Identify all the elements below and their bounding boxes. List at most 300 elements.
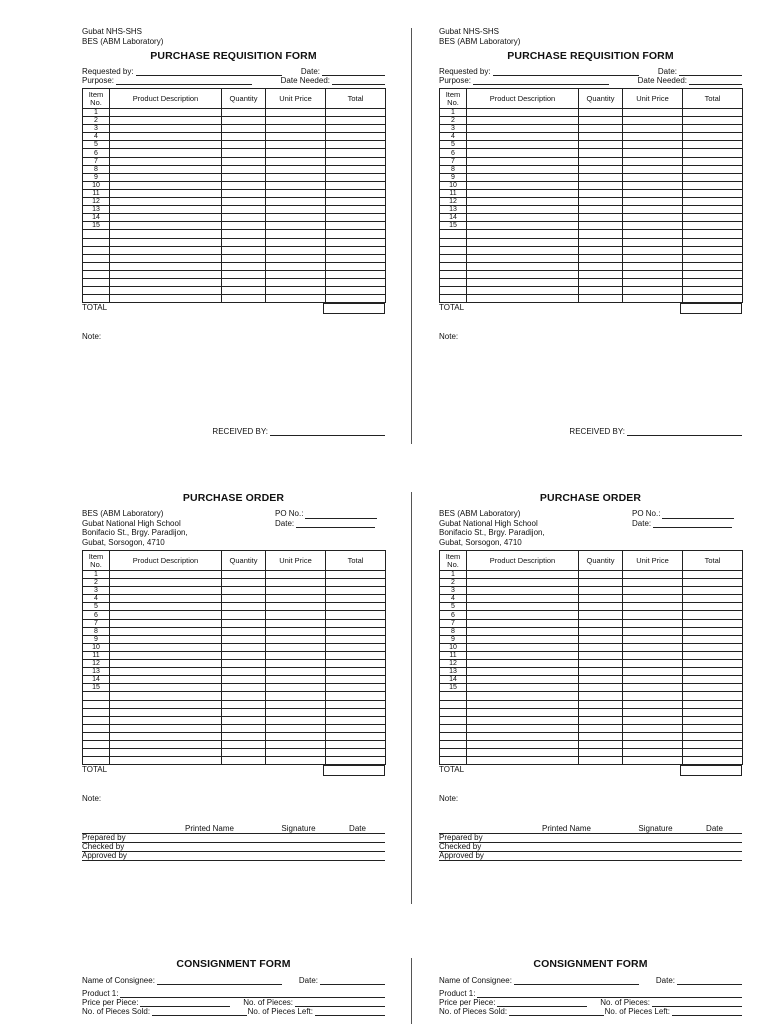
quantity-cell[interactable] xyxy=(222,619,266,627)
received-by-field[interactable] xyxy=(627,428,742,436)
quantity-cell[interactable] xyxy=(579,157,623,165)
description-cell[interactable] xyxy=(110,627,222,635)
total-cell[interactable] xyxy=(326,627,386,635)
description-cell[interactable] xyxy=(110,611,222,619)
total-field[interactable] xyxy=(323,765,385,776)
unit-price-cell[interactable] xyxy=(623,708,683,716)
unit-price-cell[interactable] xyxy=(623,716,683,724)
description-cell[interactable] xyxy=(110,173,222,181)
description-cell[interactable] xyxy=(110,157,222,165)
quantity-cell[interactable] xyxy=(222,133,266,141)
unit-price-cell[interactable] xyxy=(266,141,326,149)
quantity-cell[interactable] xyxy=(579,222,623,230)
unit-price-cell[interactable] xyxy=(623,700,683,708)
unit-price-cell[interactable] xyxy=(623,189,683,197)
unit-price-cell[interactable] xyxy=(623,165,683,173)
unit-price-cell[interactable] xyxy=(266,700,326,708)
description-cell[interactable] xyxy=(110,619,222,627)
po-number-field[interactable] xyxy=(662,511,734,519)
description-cell[interactable] xyxy=(467,684,579,692)
description-cell[interactable] xyxy=(110,587,222,595)
unit-price-cell[interactable] xyxy=(266,692,326,700)
total-cell[interactable] xyxy=(683,668,743,676)
quantity-cell[interactable] xyxy=(222,757,266,765)
quantity-cell[interactable] xyxy=(222,643,266,651)
description-cell[interactable] xyxy=(110,246,222,254)
total-cell[interactable] xyxy=(683,173,743,181)
quantity-cell[interactable] xyxy=(579,117,623,125)
signature-field[interactable] xyxy=(624,843,687,852)
received-by-field[interactable] xyxy=(270,428,385,436)
description-cell[interactable] xyxy=(110,238,222,246)
price-field[interactable] xyxy=(497,999,587,1007)
price-field[interactable] xyxy=(140,999,230,1007)
quantity-cell[interactable] xyxy=(222,278,266,286)
unit-price-cell[interactable] xyxy=(266,157,326,165)
unit-price-cell[interactable] xyxy=(266,716,326,724)
total-cell[interactable] xyxy=(326,595,386,603)
unit-price-cell[interactable] xyxy=(623,587,683,595)
description-cell[interactable] xyxy=(110,684,222,692)
description-cell[interactable] xyxy=(110,579,222,587)
unit-price-cell[interactable] xyxy=(266,651,326,659)
unit-price-cell[interactable] xyxy=(266,732,326,740)
total-cell[interactable] xyxy=(326,740,386,748)
quantity-cell[interactable] xyxy=(222,571,266,579)
unit-price-cell[interactable] xyxy=(266,579,326,587)
unit-price-cell[interactable] xyxy=(623,109,683,117)
total-cell[interactable] xyxy=(683,287,743,295)
quantity-cell[interactable] xyxy=(579,206,623,214)
total-cell[interactable] xyxy=(326,660,386,668)
unit-price-cell[interactable] xyxy=(266,611,326,619)
total-cell[interactable] xyxy=(326,165,386,173)
quantity-cell[interactable] xyxy=(579,270,623,278)
unit-price-cell[interactable] xyxy=(623,230,683,238)
description-cell[interactable] xyxy=(110,222,222,230)
total-cell[interactable] xyxy=(326,262,386,270)
quantity-cell[interactable] xyxy=(579,109,623,117)
quantity-cell[interactable] xyxy=(579,141,623,149)
quantity-cell[interactable] xyxy=(222,749,266,757)
quantity-cell[interactable] xyxy=(222,189,266,197)
quantity-cell[interactable] xyxy=(222,222,266,230)
unit-price-cell[interactable] xyxy=(623,651,683,659)
unit-price-cell[interactable] xyxy=(266,684,326,692)
total-cell[interactable] xyxy=(326,579,386,587)
quantity-cell[interactable] xyxy=(579,587,623,595)
unit-price-cell[interactable] xyxy=(623,270,683,278)
signature-field[interactable] xyxy=(267,834,330,843)
date-field[interactable] xyxy=(320,977,385,985)
total-cell[interactable] xyxy=(683,198,743,206)
total-cell[interactable] xyxy=(683,716,743,724)
signature-field[interactable] xyxy=(624,834,687,843)
quantity-cell[interactable] xyxy=(222,676,266,684)
quantity-cell[interactable] xyxy=(222,732,266,740)
quantity-cell[interactable] xyxy=(222,149,266,157)
total-cell[interactable] xyxy=(683,587,743,595)
printed-name-field[interactable] xyxy=(509,852,624,861)
unit-price-cell[interactable] xyxy=(623,117,683,125)
quantity-cell[interactable] xyxy=(222,262,266,270)
quantity-cell[interactable] xyxy=(579,660,623,668)
consignee-field[interactable] xyxy=(514,977,639,985)
unit-price-cell[interactable] xyxy=(623,238,683,246)
quantity-cell[interactable] xyxy=(579,278,623,286)
unit-price-cell[interactable] xyxy=(623,684,683,692)
description-cell[interactable] xyxy=(110,270,222,278)
total-cell[interactable] xyxy=(326,684,386,692)
unit-price-cell[interactable] xyxy=(623,262,683,270)
total-cell[interactable] xyxy=(683,181,743,189)
description-cell[interactable] xyxy=(467,716,579,724)
description-cell[interactable] xyxy=(110,676,222,684)
description-cell[interactable] xyxy=(467,173,579,181)
total-cell[interactable] xyxy=(683,643,743,651)
unit-price-cell[interactable] xyxy=(623,724,683,732)
sig-date-field[interactable] xyxy=(330,843,385,852)
total-cell[interactable] xyxy=(683,254,743,262)
description-cell[interactable] xyxy=(467,149,579,157)
unit-price-cell[interactable] xyxy=(266,668,326,676)
total-cell[interactable] xyxy=(326,230,386,238)
date-needed-field[interactable] xyxy=(332,77,385,85)
description-cell[interactable] xyxy=(110,660,222,668)
unit-price-cell[interactable] xyxy=(266,708,326,716)
quantity-cell[interactable] xyxy=(222,238,266,246)
description-cell[interactable] xyxy=(110,189,222,197)
quantity-cell[interactable] xyxy=(579,238,623,246)
total-cell[interactable] xyxy=(326,619,386,627)
total-cell[interactable] xyxy=(683,684,743,692)
sig-date-field[interactable] xyxy=(687,852,742,861)
quantity-cell[interactable] xyxy=(579,287,623,295)
description-cell[interactable] xyxy=(467,125,579,133)
description-cell[interactable] xyxy=(467,668,579,676)
total-cell[interactable] xyxy=(683,189,743,197)
total-cell[interactable] xyxy=(326,676,386,684)
unit-price-cell[interactable] xyxy=(623,125,683,133)
total-cell[interactable] xyxy=(326,287,386,295)
quantity-cell[interactable] xyxy=(579,643,623,651)
description-cell[interactable] xyxy=(110,141,222,149)
total-cell[interactable] xyxy=(326,651,386,659)
unit-price-cell[interactable] xyxy=(266,246,326,254)
description-cell[interactable] xyxy=(467,757,579,765)
unit-price-cell[interactable] xyxy=(623,181,683,189)
quantity-cell[interactable] xyxy=(579,246,623,254)
quantity-cell[interactable] xyxy=(579,149,623,157)
quantity-cell[interactable] xyxy=(222,214,266,222)
description-cell[interactable] xyxy=(110,708,222,716)
purpose-field[interactable] xyxy=(116,77,252,85)
description-cell[interactable] xyxy=(467,692,579,700)
unit-price-cell[interactable] xyxy=(623,287,683,295)
description-cell[interactable] xyxy=(110,165,222,173)
total-cell[interactable] xyxy=(683,732,743,740)
total-cell[interactable] xyxy=(683,230,743,238)
description-cell[interactable] xyxy=(467,611,579,619)
unit-price-cell[interactable] xyxy=(266,181,326,189)
unit-price-cell[interactable] xyxy=(266,222,326,230)
total-cell[interactable] xyxy=(683,117,743,125)
quantity-cell[interactable] xyxy=(579,603,623,611)
total-cell[interactable] xyxy=(326,571,386,579)
quantity-cell[interactable] xyxy=(222,165,266,173)
description-cell[interactable] xyxy=(467,651,579,659)
quantity-cell[interactable] xyxy=(579,230,623,238)
description-cell[interactable] xyxy=(467,206,579,214)
description-cell[interactable] xyxy=(467,295,579,303)
unit-price-cell[interactable] xyxy=(623,278,683,286)
total-cell[interactable] xyxy=(683,595,743,603)
quantity-cell[interactable] xyxy=(222,181,266,189)
total-cell[interactable] xyxy=(683,579,743,587)
unit-price-cell[interactable] xyxy=(623,254,683,262)
total-cell[interactable] xyxy=(326,189,386,197)
left-field[interactable] xyxy=(315,1008,385,1016)
po-number-field[interactable] xyxy=(305,511,377,519)
quantity-cell[interactable] xyxy=(579,749,623,757)
quantity-cell[interactable] xyxy=(222,125,266,133)
unit-price-cell[interactable] xyxy=(266,740,326,748)
quantity-cell[interactable] xyxy=(579,165,623,173)
quantity-cell[interactable] xyxy=(579,214,623,222)
quantity-cell[interactable] xyxy=(579,295,623,303)
quantity-cell[interactable] xyxy=(579,732,623,740)
printed-name-field[interactable] xyxy=(152,852,267,861)
description-cell[interactable] xyxy=(467,595,579,603)
description-cell[interactable] xyxy=(467,635,579,643)
requested-by-field[interactable] xyxy=(136,68,282,76)
total-field[interactable] xyxy=(680,765,742,776)
description-cell[interactable] xyxy=(110,230,222,238)
description-cell[interactable] xyxy=(467,254,579,262)
description-cell[interactable] xyxy=(467,627,579,635)
description-cell[interactable] xyxy=(110,740,222,748)
total-cell[interactable] xyxy=(683,109,743,117)
quantity-cell[interactable] xyxy=(579,595,623,603)
quantity-cell[interactable] xyxy=(579,651,623,659)
unit-price-cell[interactable] xyxy=(623,619,683,627)
total-cell[interactable] xyxy=(683,603,743,611)
unit-price-cell[interactable] xyxy=(266,214,326,222)
quantity-cell[interactable] xyxy=(579,716,623,724)
total-cell[interactable] xyxy=(326,692,386,700)
description-cell[interactable] xyxy=(467,157,579,165)
quantity-cell[interactable] xyxy=(579,125,623,133)
quantity-cell[interactable] xyxy=(579,133,623,141)
unit-price-cell[interactable] xyxy=(266,676,326,684)
product-field[interactable] xyxy=(120,990,385,998)
total-cell[interactable] xyxy=(326,668,386,676)
total-cell[interactable] xyxy=(326,732,386,740)
total-cell[interactable] xyxy=(683,214,743,222)
description-cell[interactable] xyxy=(467,214,579,222)
unit-price-cell[interactable] xyxy=(623,692,683,700)
unit-price-cell[interactable] xyxy=(623,749,683,757)
description-cell[interactable] xyxy=(467,222,579,230)
unit-price-cell[interactable] xyxy=(623,740,683,748)
description-cell[interactable] xyxy=(110,724,222,732)
quantity-cell[interactable] xyxy=(579,700,623,708)
purpose-field[interactable] xyxy=(473,77,609,85)
unit-price-cell[interactable] xyxy=(266,109,326,117)
description-cell[interactable] xyxy=(467,619,579,627)
quantity-cell[interactable] xyxy=(579,684,623,692)
quantity-cell[interactable] xyxy=(222,287,266,295)
total-cell[interactable] xyxy=(683,627,743,635)
total-cell[interactable] xyxy=(683,651,743,659)
unit-price-cell[interactable] xyxy=(623,214,683,222)
quantity-cell[interactable] xyxy=(579,189,623,197)
unit-price-cell[interactable] xyxy=(266,206,326,214)
description-cell[interactable] xyxy=(467,740,579,748)
quantity-cell[interactable] xyxy=(222,173,266,181)
unit-price-cell[interactable] xyxy=(266,173,326,181)
description-cell[interactable] xyxy=(110,262,222,270)
unit-price-cell[interactable] xyxy=(266,125,326,133)
unit-price-cell[interactable] xyxy=(623,149,683,157)
description-cell[interactable] xyxy=(110,254,222,262)
total-cell[interactable] xyxy=(326,181,386,189)
unit-price-cell[interactable] xyxy=(266,287,326,295)
total-cell[interactable] xyxy=(326,254,386,262)
total-cell[interactable] xyxy=(683,676,743,684)
unit-price-cell[interactable] xyxy=(623,627,683,635)
total-cell[interactable] xyxy=(683,635,743,643)
unit-price-cell[interactable] xyxy=(623,157,683,165)
description-cell[interactable] xyxy=(467,287,579,295)
quantity-cell[interactable] xyxy=(222,254,266,262)
quantity-cell[interactable] xyxy=(222,117,266,125)
unit-price-cell[interactable] xyxy=(623,676,683,684)
quantity-cell[interactable] xyxy=(222,692,266,700)
unit-price-cell[interactable] xyxy=(623,757,683,765)
quantity-cell[interactable] xyxy=(222,660,266,668)
quantity-cell[interactable] xyxy=(222,246,266,254)
total-cell[interactable] xyxy=(683,246,743,254)
total-cell[interactable] xyxy=(683,141,743,149)
description-cell[interactable] xyxy=(467,198,579,206)
unit-price-cell[interactable] xyxy=(266,198,326,206)
unit-price-cell[interactable] xyxy=(623,246,683,254)
description-cell[interactable] xyxy=(467,732,579,740)
total-cell[interactable] xyxy=(683,757,743,765)
quantity-cell[interactable] xyxy=(222,595,266,603)
total-cell[interactable] xyxy=(683,157,743,165)
total-cell[interactable] xyxy=(683,692,743,700)
quantity-cell[interactable] xyxy=(222,724,266,732)
total-cell[interactable] xyxy=(683,724,743,732)
total-cell[interactable] xyxy=(326,141,386,149)
description-cell[interactable] xyxy=(110,214,222,222)
quantity-cell[interactable] xyxy=(579,708,623,716)
description-cell[interactable] xyxy=(467,117,579,125)
total-cell[interactable] xyxy=(683,238,743,246)
quantity-cell[interactable] xyxy=(579,198,623,206)
description-cell[interactable] xyxy=(467,579,579,587)
total-cell[interactable] xyxy=(326,117,386,125)
quantity-cell[interactable] xyxy=(222,198,266,206)
total-cell[interactable] xyxy=(683,708,743,716)
total-cell[interactable] xyxy=(326,716,386,724)
unit-price-cell[interactable] xyxy=(623,173,683,181)
description-cell[interactable] xyxy=(467,141,579,149)
description-cell[interactable] xyxy=(110,643,222,651)
description-cell[interactable] xyxy=(467,230,579,238)
total-cell[interactable] xyxy=(326,173,386,181)
description-cell[interactable] xyxy=(467,643,579,651)
description-cell[interactable] xyxy=(467,700,579,708)
total-cell[interactable] xyxy=(326,635,386,643)
date-field[interactable] xyxy=(677,977,742,985)
description-cell[interactable] xyxy=(110,635,222,643)
total-cell[interactable] xyxy=(326,295,386,303)
description-cell[interactable] xyxy=(467,109,579,117)
quantity-cell[interactable] xyxy=(222,270,266,278)
signature-field[interactable] xyxy=(267,852,330,861)
total-cell[interactable] xyxy=(683,740,743,748)
total-cell[interactable] xyxy=(683,262,743,270)
total-cell[interactable] xyxy=(683,611,743,619)
total-cell[interactable] xyxy=(326,603,386,611)
unit-price-cell[interactable] xyxy=(623,603,683,611)
description-cell[interactable] xyxy=(467,571,579,579)
unit-price-cell[interactable] xyxy=(266,749,326,757)
description-cell[interactable] xyxy=(110,206,222,214)
quantity-cell[interactable] xyxy=(222,668,266,676)
unit-price-cell[interactable] xyxy=(623,668,683,676)
unit-price-cell[interactable] xyxy=(266,165,326,173)
total-cell[interactable] xyxy=(683,749,743,757)
total-cell[interactable] xyxy=(326,757,386,765)
sig-date-field[interactable] xyxy=(330,852,385,861)
unit-price-cell[interactable] xyxy=(623,222,683,230)
quantity-cell[interactable] xyxy=(579,724,623,732)
left-field[interactable] xyxy=(672,1008,742,1016)
total-cell[interactable] xyxy=(326,238,386,246)
printed-name-field[interactable] xyxy=(152,843,267,852)
total-field[interactable] xyxy=(323,303,385,314)
description-cell[interactable] xyxy=(110,198,222,206)
total-field[interactable] xyxy=(680,303,742,314)
total-cell[interactable] xyxy=(326,149,386,157)
total-cell[interactable] xyxy=(683,295,743,303)
description-cell[interactable] xyxy=(110,287,222,295)
total-cell[interactable] xyxy=(683,165,743,173)
quantity-cell[interactable] xyxy=(222,141,266,149)
quantity-cell[interactable] xyxy=(579,668,623,676)
consignee-field[interactable] xyxy=(157,977,282,985)
unit-price-cell[interactable] xyxy=(266,254,326,262)
quantity-cell[interactable] xyxy=(222,603,266,611)
quantity-cell[interactable] xyxy=(222,611,266,619)
requested-by-field[interactable] xyxy=(493,68,639,76)
date-field[interactable] xyxy=(679,68,742,76)
description-cell[interactable] xyxy=(110,278,222,286)
unit-price-cell[interactable] xyxy=(623,141,683,149)
quantity-cell[interactable] xyxy=(222,587,266,595)
unit-price-cell[interactable] xyxy=(266,278,326,286)
quantity-cell[interactable] xyxy=(579,692,623,700)
sold-field[interactable] xyxy=(509,1008,604,1016)
unit-price-cell[interactable] xyxy=(266,595,326,603)
description-cell[interactable] xyxy=(467,270,579,278)
total-cell[interactable] xyxy=(683,206,743,214)
pieces-field[interactable] xyxy=(652,999,742,1007)
